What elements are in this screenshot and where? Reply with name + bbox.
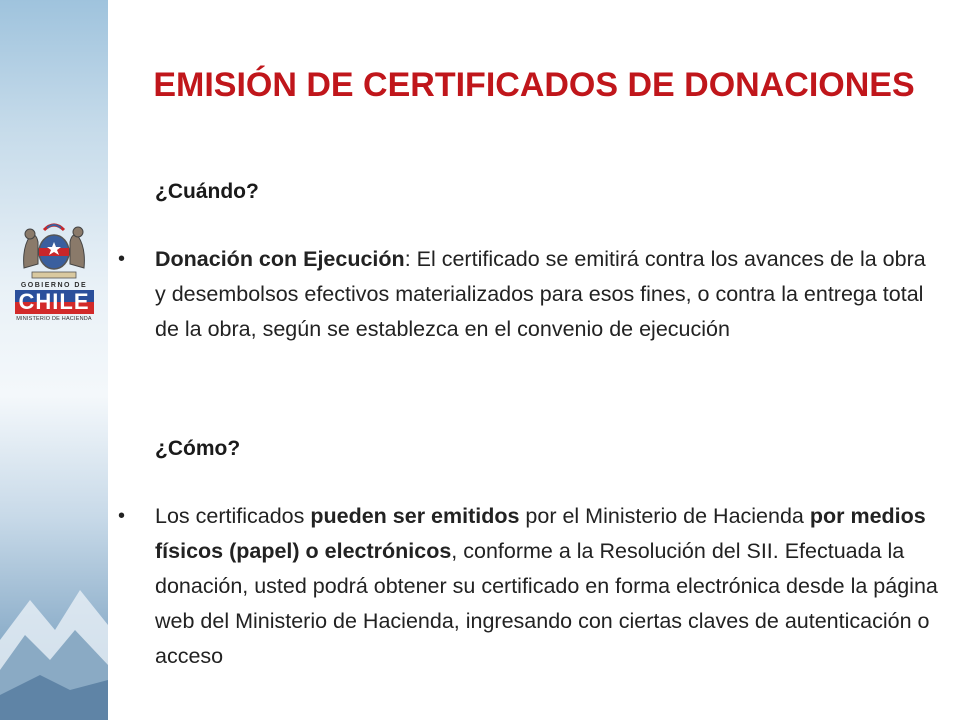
logo-line-2: CHILE — [15, 290, 94, 314]
bullet-part-5: , conforme a la Resolución del SII. Efectuada la donación, usted podrá obtener su certificado en forma electrónica desde la página web del Ministerio de Hacienda, ingresando con ciertas claves de autenticación o acceso — [155, 539, 938, 668]
bullet-text — [155, 242, 938, 347]
bullet-text — [155, 499, 938, 674]
bullet-body: : El certificado se emitirá contra los avances de la obra y desembolsos efectivos materializados para esos fines, o contra la entrega total de la obra, según se establezca en el convenio de ejecución — [155, 247, 926, 341]
bullet-marker: • — [118, 505, 126, 527]
bullet-part-2: pueden ser emitidos — [310, 504, 520, 528]
slide-title: EMISIÓN DE CERTIFICADOS DE DONACIONES — [153, 66, 915, 104]
mountain-image — [0, 580, 108, 720]
bullet-marker: • — [118, 248, 126, 270]
bullet-part-3: por el Ministerio de Hacienda — [519, 504, 810, 528]
logo-line-1: GOBIERNO DE — [20, 282, 88, 289]
bullet-bold-term: Donación con Ejecución — [155, 247, 405, 271]
section-heading-como: ¿Cómo? — [155, 437, 241, 460]
decorative-sidebar — [0, 0, 108, 720]
bullet-donacion-ejecucion — [118, 242, 938, 347]
coat-of-arms-icon — [14, 218, 94, 280]
bullet-certificados — [118, 499, 938, 674]
bullet-part-1: Los certificados — [155, 504, 311, 528]
government-logo — [8, 218, 100, 348]
bullet-part-4: por medios físicos (papel) o electrónicos — [155, 504, 926, 563]
section-heading-cuando: ¿Cuándo? — [155, 180, 259, 203]
logo-line-3: MINISTERIO DE HACIENDA — [16, 316, 92, 322]
